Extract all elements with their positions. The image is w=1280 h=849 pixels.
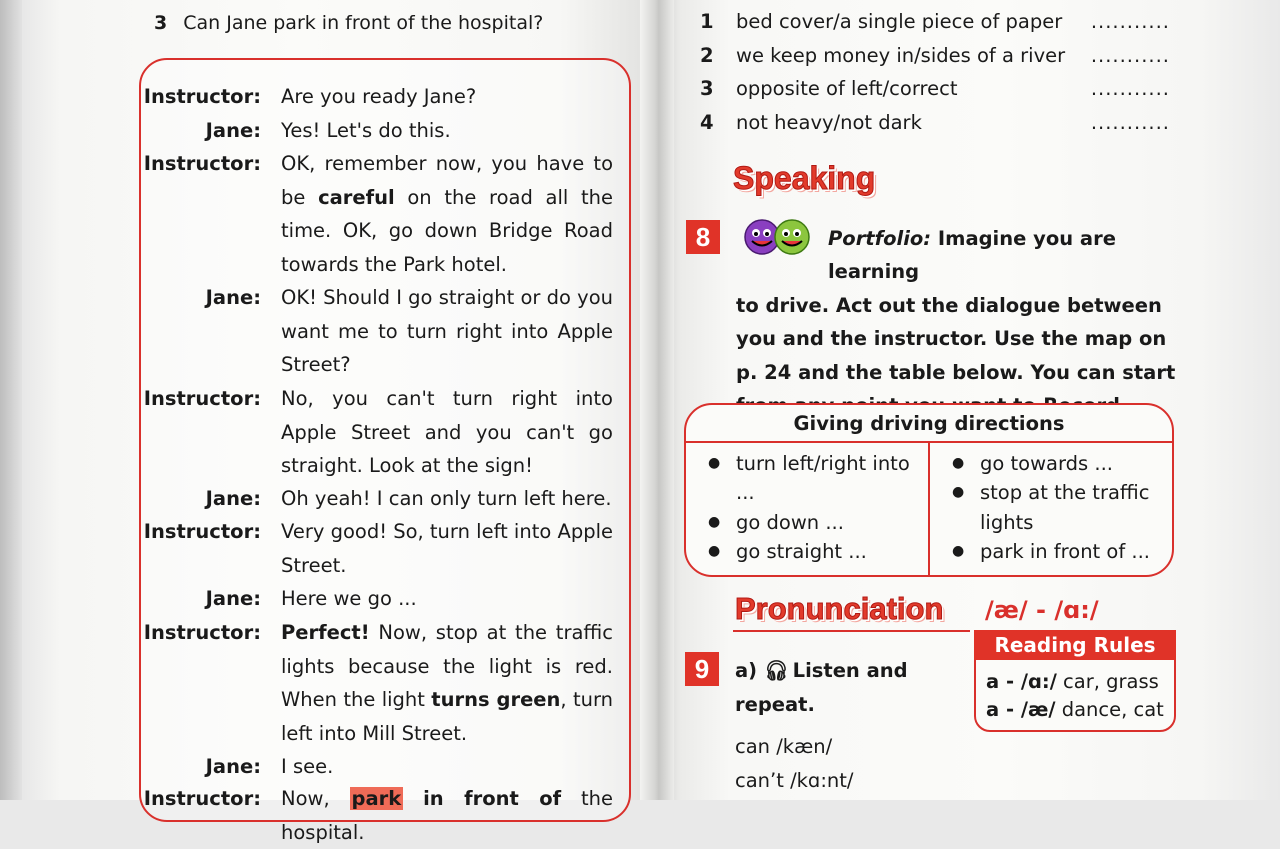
example-word: can’t /kɑ:nt/ <box>735 769 854 792</box>
answer-blank[interactable]: ........... <box>1090 10 1170 33</box>
vocab-item <box>700 44 1170 74</box>
heading-underline <box>733 630 970 632</box>
speaker-name: Instructor: <box>143 152 261 175</box>
task-8-number: 8 <box>686 220 720 254</box>
vocab-item <box>700 111 1170 141</box>
speaker-name: Jane: <box>205 587 261 610</box>
speaking-heading: Speaking <box>733 160 876 196</box>
speech-text <box>281 80 613 114</box>
speaker-name: Instructor: <box>143 85 261 108</box>
speech-text <box>281 281 613 382</box>
rule-line <box>986 670 1159 693</box>
speaker-name: Instructor: <box>143 787 261 810</box>
pronunciation-sounds: /æ/ - /ɑ:/ <box>985 596 1099 624</box>
speech-segment: careful <box>318 185 395 209</box>
direction-phrase: ● go down ... <box>706 508 916 537</box>
rule-words: dance, cat <box>1055 698 1164 721</box>
portfolio-label: Portfolio: <box>828 227 932 250</box>
directions-column-1 <box>706 449 916 567</box>
speech-segment: No, you can't turn right into Apple Street and you can't go straight. Look at the sign! <box>281 387 613 478</box>
speech-text <box>281 515 613 582</box>
vocab-item <box>700 77 1170 107</box>
page-edge-shadow <box>0 0 22 800</box>
vocab-text: bed cover/a single piece of paper <box>736 10 1063 33</box>
directions-title: Giving driving directions <box>686 405 1172 443</box>
speaker-name: Instructor: <box>143 387 261 410</box>
vocab-number: 1 <box>700 10 714 33</box>
answer-blank[interactable]: ........... <box>1090 77 1170 101</box>
speech-segment: Oh yeah! I can only turn left here. <box>281 487 612 510</box>
task-9-number: 9 <box>685 652 719 686</box>
vocab-text: not heavy/not dark <box>736 110 922 134</box>
dialogue-box <box>139 58 631 844</box>
speaker-name: Instructor: <box>143 520 261 543</box>
direction-phrase: ● go straight ... <box>706 537 916 566</box>
vocab-number: 3 <box>700 77 714 101</box>
speech-segment: on the road all the time. OK, go down Bridge Road towards the Park hotel. <box>281 185 613 276</box>
answer-blank[interactable]: ........... <box>1090 43 1170 67</box>
vocab-item <box>700 10 1170 40</box>
speech-segment: Here we go ... <box>281 587 417 610</box>
book-gutter <box>640 0 674 800</box>
speech-text <box>281 750 613 784</box>
directions-column-2 <box>950 449 1165 567</box>
question-number: 3 <box>154 12 168 34</box>
question-3 <box>154 12 543 34</box>
speech-segment: OK! Should I go straight or do you want me to turn right into Apple Street? <box>281 286 613 377</box>
speech-segment <box>403 787 423 810</box>
speech-text <box>281 147 613 281</box>
speaker-name: Jane: <box>205 119 261 142</box>
speech-segment: Now, stop at the traffic lights because the light is red. When the light <box>281 621 613 712</box>
speech-text <box>281 114 613 148</box>
speech-segment: Are you ready Jane? <box>281 85 477 108</box>
pronunciation-heading: Pronunciation <box>735 591 944 626</box>
rule-symbol: a - /æ/ <box>986 698 1056 721</box>
speech-text <box>281 482 613 516</box>
task-9-instruction <box>735 654 965 721</box>
reading-rules-box <box>974 630 1176 732</box>
speech-segment: Perfect! <box>281 621 370 644</box>
highlighted-word: park <box>351 787 402 810</box>
speech-text <box>281 616 613 750</box>
instruction-first-line: Imagine you are learning <box>828 227 1116 284</box>
direction-phrase: ● turn left/right into ... <box>706 449 916 508</box>
headphones-icon[interactable]: 🎧︎ <box>763 659 789 682</box>
rule-symbol: a - /ɑ:/ <box>986 670 1057 693</box>
speech-text <box>281 782 613 849</box>
speech-text <box>281 582 613 616</box>
speaker-name: Jane: <box>205 755 261 778</box>
task-9-label: a) <box>735 659 758 682</box>
speech-segment: I see. <box>281 755 334 778</box>
speaker-name: Instructor: <box>143 621 261 644</box>
task-9-text: Listen and repeat. <box>735 659 908 716</box>
rule-line <box>986 698 1164 721</box>
answer-blank[interactable]: ........... <box>1090 110 1170 134</box>
speech-segment: the hospital. <box>281 787 613 844</box>
vocab-number: 4 <box>700 110 714 134</box>
speech-segment: Very good! So, turn left into Apple Street. <box>281 520 613 577</box>
vocab-text: we keep money in/sides of a river <box>736 43 1066 67</box>
example-word: can /kæn/ <box>735 735 833 758</box>
speech-text <box>281 382 613 483</box>
instruction-rest: to drive. Act out the dialogue between you and the instructor. Use the map on p. 24 and the table below. You can start <box>736 293 1176 384</box>
direction-phrase: ● stop at the traffic lights <box>950 478 1165 537</box>
vocab-text: opposite of left/correct <box>736 77 958 101</box>
direction-phrase: ● go towards ... <box>950 449 1165 478</box>
driving-directions-table <box>684 403 1174 577</box>
speech-segment: Now, <box>281 787 350 810</box>
column-divider <box>928 443 930 575</box>
speech-segment: turns green <box>431 688 561 712</box>
speaker-name: Jane: <box>205 487 261 510</box>
vocab-number: 2 <box>700 43 714 67</box>
speech-segment: OK, remember now, you have to be <box>281 152 613 209</box>
rule-words: car, grass <box>1056 670 1159 693</box>
speech-segment: , turn left into Mill Street. <box>281 688 614 745</box>
speech-segment: Yes! Let's do this. <box>281 119 451 142</box>
speech-segment: in front of <box>423 787 562 810</box>
reading-rules-title: Reading Rules <box>974 630 1176 660</box>
direction-phrase: ● park in front of ... <box>950 537 1165 566</box>
speaker-name: Jane: <box>205 286 261 309</box>
question-text: Can Jane park in front of the hospital? <box>183 12 544 34</box>
